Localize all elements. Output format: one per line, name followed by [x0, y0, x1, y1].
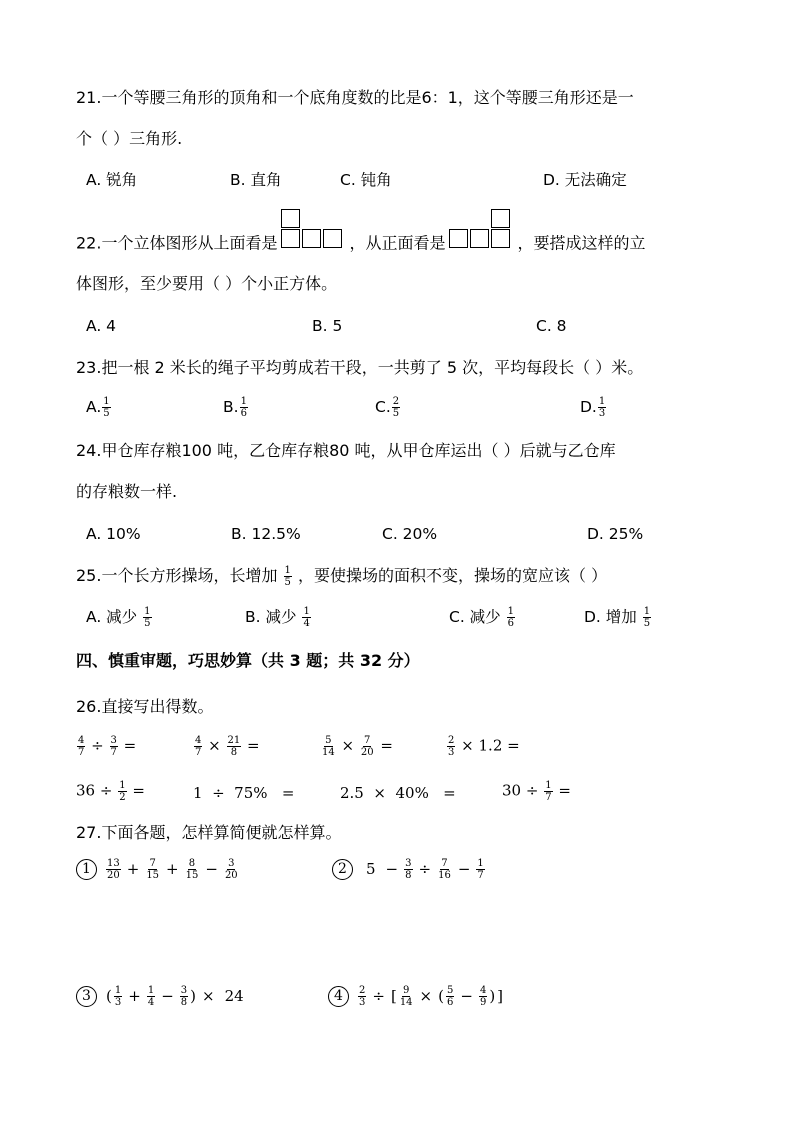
q24-line1: 24.甲仓库存粮100 吨，乙仓库存粮80 吨，从甲仓库运出（ ）后就与乙仓库 [76, 441, 616, 460]
math-symbol: 24 [224, 986, 244, 1005]
q27-item-2 [332, 858, 486, 881]
math-symbol: 5 [366, 859, 376, 878]
q27-expression-2 [361, 858, 486, 881]
fraction: $\frac{3}{8}$ [180, 985, 188, 1008]
math-symbol: + [128, 986, 141, 1005]
q21-option-d: D. 无法确定 [543, 171, 627, 189]
circled-number: 4 [328, 986, 349, 1007]
q22-line2: 体图形，至少要用（ ）个小正方体。 [76, 274, 338, 293]
q23-option-c: C. $\frac{2}{5}$ [375, 396, 400, 419]
q23-option-d: D. $\frac{1}{3}$ [580, 396, 606, 419]
q22-option-c: C. 8 [536, 317, 567, 335]
q27-title: 27.下面各题，怎样算简便就怎样算。 [76, 823, 342, 842]
q21-option-c: C. 钝角 [340, 171, 392, 189]
fraction: $\frac{1}{7}$ [477, 858, 484, 881]
fraction: $\frac{7}{15}$ [146, 858, 160, 881]
math-symbol: + [126, 859, 140, 878]
math-symbol: ÷ [418, 859, 432, 878]
q26-expr-1: $\frac{4}{7}$ ÷ $\frac{3}{7}$ = [78, 735, 137, 758]
q22-text-part2: ，从正面看是 [349, 233, 446, 253]
q23-option-b: B. $\frac{1}{6}$ [223, 396, 247, 419]
q24-option-c: C. 20% [382, 525, 438, 543]
q25-line1: 25.一个长方形操场，长增加 $\frac{1}{5}$ ，要使操场的面积不变，操场的宽应该（ ） [76, 565, 608, 588]
top-view-figure [281, 209, 345, 255]
q24-option-b: B. 12.5% [231, 525, 301, 543]
q26-expr-5: 36 ÷ $\frac{1}{2}$ = [76, 780, 145, 803]
q26-expr-3: $\frac{5}{14}$ × $\frac{7}{20}$ = [322, 735, 393, 758]
math-symbol: − [385, 859, 399, 878]
circled-number: 2 [332, 859, 353, 880]
math-symbol: × [419, 986, 433, 1005]
q21-option-b: B. 直角 [230, 171, 282, 189]
fraction: $\frac{9}{14}$ [399, 985, 413, 1008]
fraction: $\frac{1}{6}$ [507, 606, 514, 629]
fraction: $\frac{1}{5}$ [643, 606, 651, 629]
math-symbol: [ [390, 986, 397, 1005]
fraction: $\frac{5}{6}$ [446, 985, 454, 1008]
q22-text-part3: ，要搭成这样的立 [517, 233, 646, 253]
fraction: $\frac{3}{20}$ [224, 858, 238, 881]
fraction: $\frac{3}{8}$ [405, 858, 412, 881]
math-symbol: ] [497, 986, 504, 1005]
circled-number: 1 [76, 859, 97, 880]
q25-option-d: D. 增加 $\frac{1}{5}$ [584, 606, 651, 629]
q27-item-3 [76, 985, 249, 1008]
q26-title: 26.直接写出得数。 [76, 697, 214, 716]
q22-text-part1: 22.一个立体图形从上面看是 [76, 233, 278, 253]
fraction: $\frac{1}{4}$ [303, 606, 310, 629]
math-symbol: + [166, 859, 179, 878]
q21-option-a: A. 锐角 [86, 171, 138, 189]
fraction: $\frac{7}{16}$ [438, 858, 451, 881]
q22-option-a: A. 4 [86, 317, 117, 335]
q23-option-a: A. $\frac{1}{5}$ [86, 396, 110, 419]
fraction: $\frac{2}{3}$ [359, 985, 366, 1008]
fraction: $\frac{8}{15}$ [185, 858, 199, 881]
fraction: $\frac{1}{4}$ [147, 985, 155, 1008]
q23-line1: 23.把一根 2 米长的绳子平均剪成若干段，一共剪了 5 次，平均每段长（ ）米。 [76, 358, 644, 377]
fraction: $\frac{1}{5}$ [284, 565, 291, 588]
math-symbol: ( [438, 986, 444, 1005]
fraction: $\frac{1}{6}$ [240, 396, 247, 419]
q27-item-4 [328, 985, 504, 1008]
q22-option-b: B. 5 [312, 317, 343, 335]
q25-option-c: C. 减少 $\frac{1}{6}$ [449, 606, 514, 629]
math-symbol: − [161, 986, 174, 1005]
q24-option-d: D. 25% [587, 525, 644, 543]
fraction: $\frac{4}{9}$ [479, 985, 487, 1008]
math-symbol: ÷ [372, 986, 385, 1005]
math-symbol: ) [190, 986, 196, 1005]
q25-option-a: A. 减少 $\frac{1}{5}$ [86, 606, 151, 629]
q27-expression-1 [105, 858, 240, 881]
fraction: $\frac{1}{5}$ [144, 606, 151, 629]
q21-line1: 21.一个等腰三角形的顶角和一个底角度数的比是6：1，这个等腰三角形还是一 [76, 88, 634, 107]
q25-option-b: B. 减少 $\frac{1}{4}$ [245, 606, 310, 629]
math-symbol: × [202, 986, 215, 1005]
fraction: $\frac{1}{3}$ [114, 985, 122, 1008]
q27-expression-4 [357, 985, 504, 1008]
q26-expr-6: 1 ÷ 75% = [193, 784, 295, 802]
q24-line2: 的存粮数一样. [76, 482, 178, 501]
section-heading: 四、慎重审题，巧思妙算（共 3 题；共 32 分） [76, 651, 420, 670]
front-view-figure [449, 209, 513, 255]
math-symbol: − [457, 859, 471, 878]
q27-item-1 [76, 858, 240, 881]
math-symbol: − [460, 986, 473, 1005]
math-symbol: ) [489, 986, 496, 1005]
q24-option-a: A. 10% [86, 525, 141, 543]
math-symbol: ( [106, 986, 112, 1005]
circled-number: 3 [76, 986, 97, 1007]
q27-expression-3 [105, 985, 249, 1008]
fraction: $\frac{2}{5}$ [392, 396, 400, 419]
fraction: $\frac{1}{5}$ [103, 396, 110, 419]
q26-expr-8: 30 ÷ $\frac{1}{7}$ = [502, 780, 571, 803]
q26-expr-4: $\frac{2}{3}$ × 1.2 = [448, 735, 520, 758]
q21-line2: 个（ ）三角形. [76, 129, 183, 148]
fraction: $\frac{13}{20}$ [107, 858, 120, 881]
q22-line1 [76, 221, 645, 267]
q26-expr-7: 2.5 × 40% = [340, 784, 456, 802]
math-symbol: − [205, 859, 218, 878]
q26-expr-2: $\frac{4}{7}$ × $\frac{21}{8}$ = [195, 735, 260, 758]
fraction: $\frac{1}{3}$ [598, 396, 606, 419]
